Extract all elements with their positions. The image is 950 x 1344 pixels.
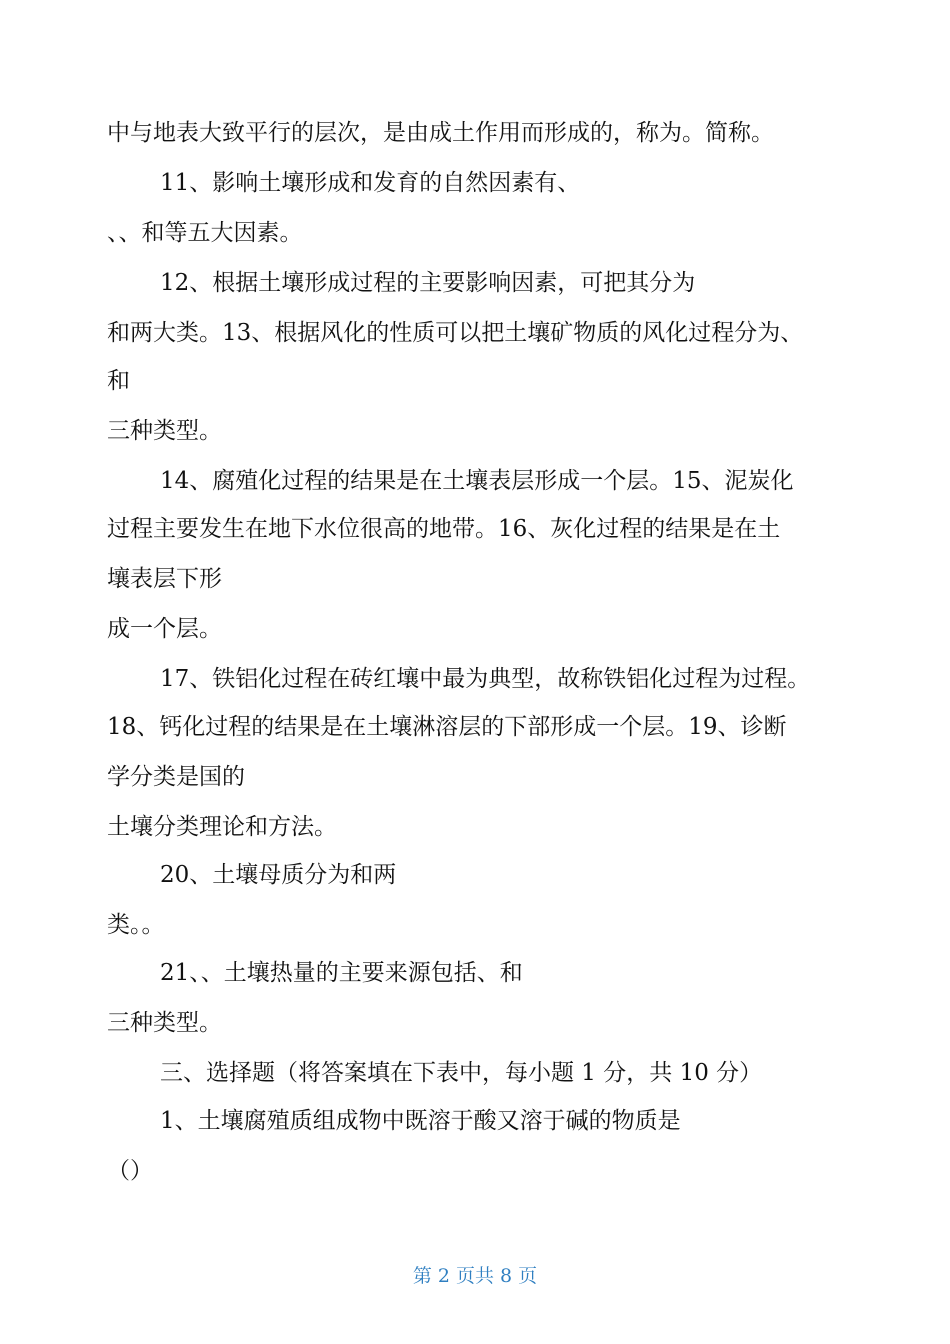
page-number-footer: 第 2 页共 8 页 xyxy=(412,1265,538,1287)
text-line: 三种类型。 xyxy=(107,1010,222,1036)
text-line: 土壤分类理论和方法。 xyxy=(107,814,337,840)
text-line: 三种类型。 xyxy=(107,418,222,444)
text-line: 1、土壤腐殖质组成物中既溶于酸又溶于碱的物质是 xyxy=(160,1108,681,1134)
text-line: 和 xyxy=(107,368,130,394)
text-line: 中与地表大致平行的层次，是由成土作用而形成的，称为。简称。 xyxy=(107,120,774,146)
section-heading: 三、选择题（将答案填在下表中，每小题 1 分，共 10 分） xyxy=(160,1060,763,1086)
text-line: 20、土壤母质分为和两 xyxy=(160,862,397,888)
text-line: 17、铁铝化过程在砖红壤中最为典型，故称铁铝化过程为过程。 xyxy=(160,666,811,692)
answer-parentheses: （） xyxy=(107,1158,153,1184)
text-line: 壤表层下形 xyxy=(107,566,222,592)
text-line: 学分类是国的 xyxy=(107,764,245,790)
text-line: 、、和等五大因素。 xyxy=(107,220,303,246)
text-line: 过程主要发生在地下水位很高的地带。16、灰化过程的结果是在土 xyxy=(107,516,781,542)
text-line: 类。。 xyxy=(107,912,165,938)
text-line: 18、钙化过程的结果是在土壤淋溶层的下部形成一个层。19、诊断 xyxy=(107,714,787,740)
text-line: 14、腐殖化过程的结果是在土壤表层形成一个层。15、泥炭化 xyxy=(160,468,794,494)
text-line: 和两大类。13、根据风化的性质可以把土壤矿物质的风化过程分为、 xyxy=(107,320,804,346)
text-line: 21、、土壤热量的主要来源包括、和 xyxy=(160,960,523,986)
text-line: 成一个层。 xyxy=(107,616,222,642)
text-line: 11、影响土壤形成和发育的自然因素有、 xyxy=(160,170,581,196)
text-line: 12、根据土壤形成过程的主要影响因素，可把其分为 xyxy=(160,270,696,296)
